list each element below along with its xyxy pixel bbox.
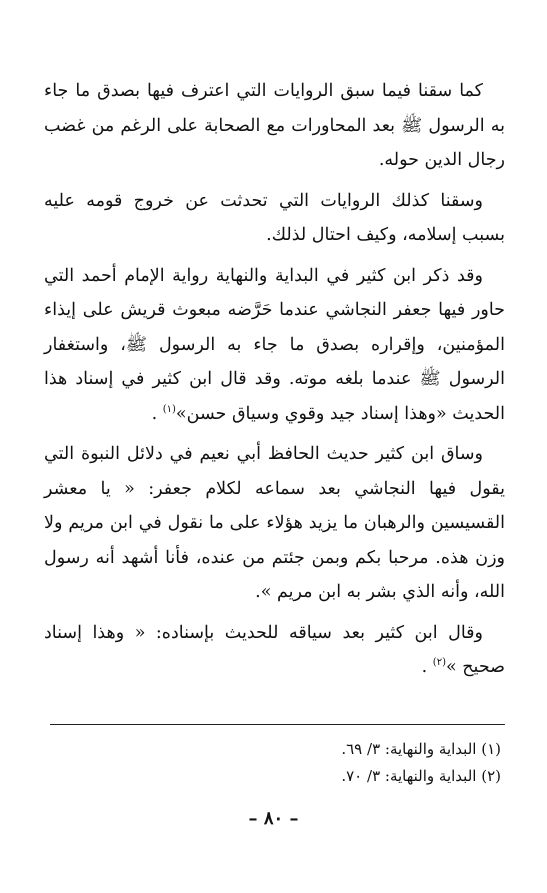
footnote-1: (١) البداية والنهاية: ٣/ ٦٩. xyxy=(341,740,501,758)
footnote-ref-1: (١) xyxy=(162,403,176,415)
footnote-divider xyxy=(50,724,505,725)
paragraph-2 xyxy=(44,184,505,253)
paragraph-4-text: وساق ابن كثير حديث الحافظ أبي نعيم في دلائل النبوة التي يقول فيها النجاشي بعد سماعه لكلام جعفر: « يا معشر القسيسين والرهبان ما يزيد هؤلاء على ما نقول في ابن مريم ولا وزن هذه. مرحبا بكم وبمن جئتم من عنده، فأنا أشهد أنه رسول الله، وأنه الذي بشر به ابن مريم ». xyxy=(44,444,505,602)
paragraph-4 xyxy=(44,437,505,610)
paragraph-3-end: . xyxy=(151,403,163,424)
footnote-ref-2: (٢) xyxy=(432,657,446,669)
paragraph-3-text: وقد ذكر ابن كثير في البداية والنهاية رواية الإمام أحمد التي حاور فيها جعفر النجاشي عندما حَرَّضه مبعوث قريش على إيذاء المؤمنين، وإقراره بصدق ما جاء به الرسول ﷺ، واستغفار الرسول ﷺ عندما بلغه موته. وقد قال ابن كثير في إسناد هذا الحديث «وهذا إسناد جيد وقوي وسياق حسن» xyxy=(44,265,505,424)
paragraph-5-end: . xyxy=(421,657,433,677)
footnote-2: (٢) البداية والنهاية: ٣/ ٧٠. xyxy=(341,767,501,785)
main-text xyxy=(44,74,505,691)
footnotes xyxy=(44,736,501,790)
paragraph-1-text: كما سقنا فيما سبق الروايات التي اعترف فيها بصدق ما جاء به الرسول ﷺ بعد المحاورات مع الصحابة على الرغم من غضب رجال الدين حوله. xyxy=(44,81,505,170)
paragraph-3 xyxy=(44,259,505,432)
page-number: – ٨٠ – xyxy=(248,808,299,829)
paragraph-5-text: وقال ابن كثير بعد سياقه للحديث بإسناده: « وهذا إسناد صحيح » xyxy=(44,622,505,677)
paragraph-1 xyxy=(44,74,505,178)
paragraph-5 xyxy=(44,616,505,685)
paragraph-2-text: وسقنا كذلك الروايات التي تحدثت عن خروج قومه عليه بسبب إسلامه، وكيف احتال لذلك. xyxy=(44,190,505,245)
